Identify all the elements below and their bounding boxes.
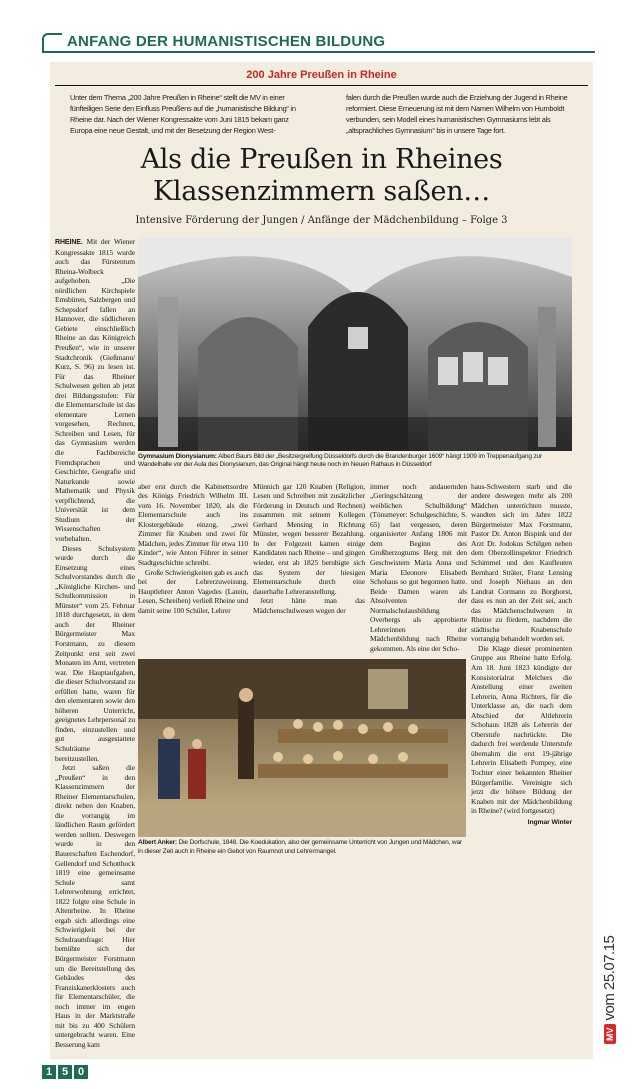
headline-line-1: Als die Preußen in Rheines: [140, 144, 503, 175]
paragraph: Dieses Schulsystem wurde durch die Einsetzung eines Schulvorstandes durch die „Königliche Kirchen- und Schulkommission in Münster“ vom 25. Februar 1818 durchgesetzt, in dem auch der Rheiner Bürgermeister Max Forstmann, zu diesem Zeitpunkt erst seit zwei Monaten im Amt, vertreten war. Die Hauptaufgaben, die dieser Schulvorstand zu erfüllen hatte, waren für den elementaren sowie den höheren Unterricht, geeignetes Lehrpersonal zu finden, einzustellen und gut ausgestattete Schulräume bereitzustellen.: [55, 543, 135, 763]
paragraph: [55, 237, 135, 544]
photo-dorfschule-image: [138, 659, 466, 837]
caption-text: Die Dorfschule, 1848. Die Koedukation, also der gemeinsame Unterricht von Jungen und Mädchen, war in dieser Zeit auch in Rheine ein Gebot von Raumnot und Lehrermangel.: [138, 839, 462, 855]
article-column-4: [370, 482, 467, 654]
section-header-title: ANFANG DER HUMANISTISCHEN BILDUNG: [67, 33, 386, 50]
subtitle: Intensive Förderung der Jungen / Anfänge der Mädchenbildung – Folge 3: [135, 215, 508, 226]
page-digit: 5: [58, 1065, 72, 1079]
paragraph: Die Klage dieser prominenten Gruppe aus Rheine hatte Erfolg. Am 18. Juni 1823 kündigte der Konsistorialrat Melchers die Anstellung einer zweiten Lehrerin, Anna Richters, für die Unterklasse an, die nach dem Abschied der Altlehrerin Schohaus 1828 als Lehrerin der Oberstufe nachrückte. Die dadurch frei werdende Unterstufe übernahm die erst 19-jährige Lehrerin Elisabeth Pompey, eine Tochter einer bekannten Rheiner Bürgerfamilie. Vereinigte sich jetzt die höhere Bildung der Knaben mit der Mädchenbildung in Rheine? (wird fortgesetzt): [471, 643, 572, 816]
photo-dorfschule-caption: [138, 839, 467, 856]
mv-logo: MV: [604, 1025, 616, 1045]
page-digit: 1: [42, 1065, 56, 1079]
article-column-2: [138, 482, 248, 654]
article-lower-left: [138, 482, 467, 856]
article-lower-area: [138, 482, 572, 856]
series-intro: [55, 92, 588, 136]
photo-dionysianum: [138, 237, 572, 451]
article-column-3: [253, 482, 365, 654]
article-wrapper: [50, 62, 618, 1059]
dateline: RHEINE.: [55, 239, 83, 246]
article-right-area: [138, 237, 572, 1049]
author: Ingmar Winter: [527, 818, 572, 826]
section-header-rule: [42, 51, 595, 53]
article-columns-2-4: [138, 482, 467, 654]
paragraph: Jetzt hätte man das Mädchenschulwesen wegen der: [253, 596, 365, 615]
section-header-corner: [42, 33, 62, 53]
page-number: [42, 1065, 88, 1079]
article-column-1: [55, 237, 135, 1049]
series-title: 200 Jahre Preußen in Rheine: [246, 69, 397, 81]
paragraph: Große Schwierigkeiten gab es auch bei der Lehrerzuweisung. Hauptlehrer Anton Vagedes (Latein, Lesen, Schreiben) verließ Rheine und damit seine 100 Schüler, Lehrer: [138, 567, 248, 615]
paragraph: haus-Schwestern starb und die andere deswegen mehr als 200 Mädchen unterrichten musste, wandten sich im Jahre 1822 Bürgermeister Max Forstmann, Pastor Dr. Anton Bispink und der Arzt Dr. Jodokus Schilgen neben dem Oberzollinspektor Friedrich Schimmel und den Kaufleuten Bernhard Sträter, Franz Lensing und Joseph Niehaus an den Landrat Cormann zu Borghorst, dass es nun an der Zeit sei, auch das Mädchenschulwesen in Rheine zu fördern, nachdem die städtische Knabenschule vorrangig behandelt worden sei.: [471, 481, 572, 644]
article-body: [55, 237, 588, 1049]
page-footer: [0, 1059, 637, 1089]
caption-label: Gymnasium Dionysianum:: [138, 453, 217, 460]
source-stamp: [593, 936, 633, 1049]
paragraph: aber erst durch die Kabinettsordre des Königs Friedrich Wilhelm III. vom 16. November 1820, als die Elementarschule auch ins Klostergebäude einzog, „zwei Zimmer für Knaben und zwei für Mädchen, jedes Zimmer für etwa 110 Kinder“, wie Anton Führer in seiner Stadtgeschichte schreibt.: [138, 481, 248, 567]
article-box: [50, 62, 593, 1059]
series-intro-left: Unter dem Thema „200 Jahre Preußen in Rheine“ stellt die MV in einer fünfteiligen Serie den Einfluss Preußens auf die „humanistische Bildung“ in Rheine dar. Nach der Wiener Kongressakte vom Juni 1815 bekam ganz Europa eine neue Gestalt, und mit der Besetzung der Region West-: [70, 93, 296, 135]
article-column-5: [471, 482, 572, 856]
paragraph: Jetzt saßen die „Preußen“ in den Klassenzimmern der Rheiner Elementarschulen, direkt neben den Knaben, die vorrangig im ländlichen Raum gefördert werden sollten. Deswegen wurde in den Bauerschaften Eschendorf, Gellendorf und Schotthock 1819 eine gemeinsame Schule samt Lehrerwohnung errichtet, 1822 folgte eine Schule in Altenrheine. In Rheine ergab sich allerdings eine Schwierigkeit bei der Schulraumfrage: Hier bemühte sich der Bürgermeister Forstmann um die Bereitstellung des Gebäudes des Franziskanerklosters auch für Elementarschüler, die noch immer im engen Haus in der Marktstraße mit bis zu 400 Schülern untergebracht waren. Eine Besserung kam: [55, 763, 135, 1049]
source-date: vom 25.07.15: [601, 936, 618, 1021]
series-rule: [55, 85, 588, 86]
caption-label: Albert Anker:: [138, 839, 177, 847]
photo-dionysianum-image: [138, 237, 572, 451]
headline: [55, 144, 588, 208]
paragraph-text: Mit der Wiener Kongressakte 1815 wurde auch das Fürstentum Rheina-Wolbeck aufgehoben. „Die nördlichen Kirchspiele Emsbüren, Salzbergen und Schepsdorf fallen an Hannover, die südlicheren Gebiete einschließlich Rheine an das Königreich Preußen“, wie in unserer Stadtchronik (Gießmann/ Kurz, S. 96) zu lesen ist. Für das Rheiner Schulwesen gelten ab jetzt drei Bildungsstufen: Für die Elementarschule ist das elementare Lernen vorgesehen, Rechnen, Schreiben und Lesen, für das Gymnasium werden die Fachbereiche Fremdsprachen und Geschichte, Geografie und Naturkunde sowie Mathematik und Physik verpflichtend, die Universität ist dem Studium der Wissenschaften vorbehalten.: [55, 237, 135, 543]
series-intro-right: falen durch die Preußen wurde auch die Erziehung der Jugend in Rheine reformiert. Diese Erneuerung ist mit dem Namen Wilhelm von Humboldt verbunden, sein Modell eines humanistischen Gymnasiums lebt als „altsprachliches Gymnasium“ bis in unsere Tage fort.: [346, 93, 568, 135]
section-header: [0, 0, 637, 62]
page-digit: 0: [74, 1065, 88, 1079]
photo-dionysianum-caption: [138, 453, 572, 470]
paragraph: Münnich gar 120 Knaben (Religion, Lesen und Schreiben mit zusätzlicher Förderung in Deutsch und Rechnen) zusammen mit seinem Kollegen Gerhard Mensing in Richtung Münster, wegen besserer Bezahlung. In der Folgezeit kamen einige Kandidaten nach Rheine – und gingen wieder, erst ab 1825 beruhigte sich das System der hiesigen Elementarschule durch eine dauerhafte Lehreranstellung.: [253, 481, 365, 596]
headline-line-2: Klassenzimmern saßen…: [153, 176, 490, 207]
paragraph: immer noch andauernden „Geringschätzung der weiblichen Schulbildung“ (Tönsmeyer: Schulgeschichte, S. 65) fast vergessen, deren organisierter Anfang 1806 mit dem Beginn des Großherzogtums Berg mit den Geschwistern Maria Anna und Maria Eleonore Elisabeth Schohaus so gut begonnen hatte. Beide Damen waren als Absolventen der Normalschulausbildung Overbergs als approbierte Lehrerinnen der Mädchenbildung nach Rheine gekommen. Als eine der Scho-: [370, 481, 467, 653]
photo-dorfschule: [138, 659, 466, 837]
caption-text: Albert Baurs Bild der „Besitzergreifung Düsseldorfs durch die Brandenburger 1609“ hängt 1909 im Treppenaufgang zur Wandelhalle vor der Aula des Dionysianum, das Original hängt heute noch im Neuen Rathaus in Düsseldorf: [138, 453, 543, 469]
